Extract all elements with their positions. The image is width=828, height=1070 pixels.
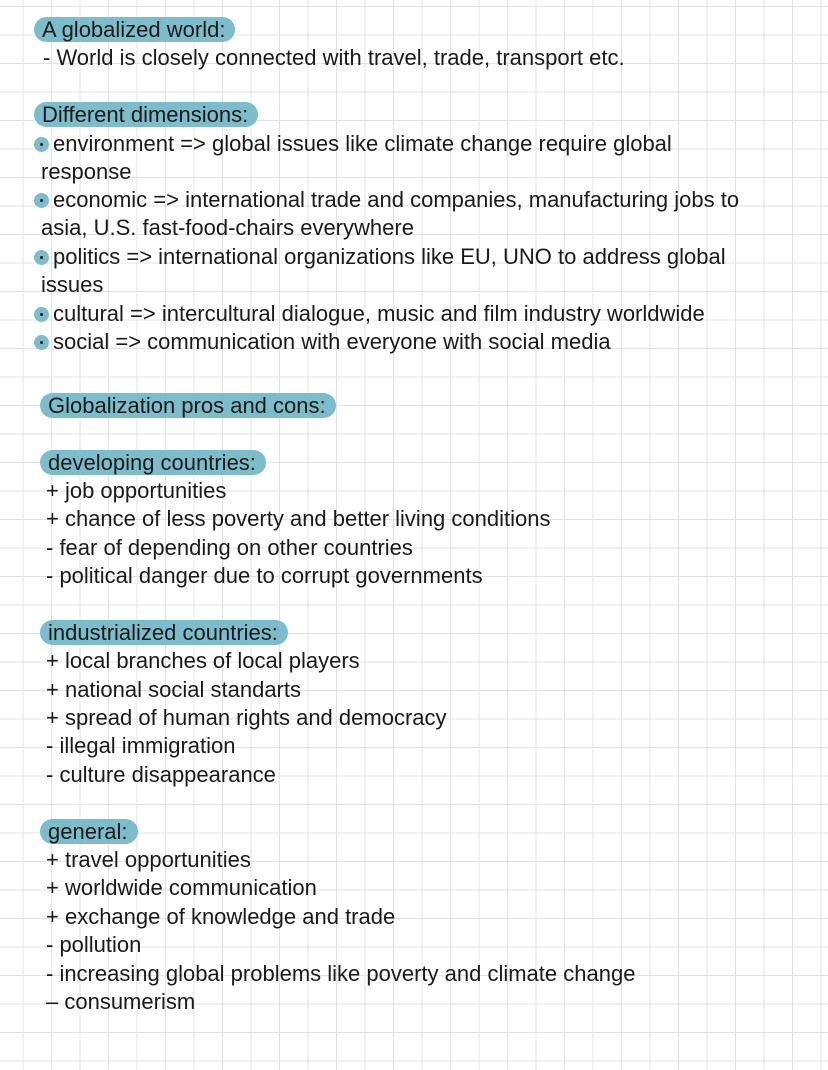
list-item: + chance of less poverty and better living conditions bbox=[46, 506, 551, 531]
highlight-marker: developing countries: bbox=[40, 450, 266, 475]
list-item: - increasing global problems like poverty and climate change bbox=[46, 961, 636, 986]
heading-developing-countries bbox=[46, 449, 266, 477]
list-item: - illegal immigration bbox=[46, 733, 236, 758]
highlight-marker: industrialized countries: bbox=[40, 620, 288, 645]
bullet-text: cultural => intercultural dialogue, music and film industry worldwide bbox=[53, 301, 705, 326]
bullet-text: economic => international trade and companies, manufacturing jobs to bbox=[53, 187, 740, 212]
highlight-marker: Globalization pros and cons: bbox=[40, 393, 336, 418]
bullet-politics bbox=[34, 243, 726, 271]
list-item: - fear of depending on other countries bbox=[46, 535, 413, 560]
bullet-continuation: response bbox=[41, 159, 132, 184]
heading-general bbox=[46, 818, 138, 846]
list-item: - political danger due to corrupt governments bbox=[46, 563, 483, 588]
list-item: + worldwide communication bbox=[46, 875, 317, 900]
list-item: + spread of human rights and democracy bbox=[46, 705, 447, 730]
heading-industrialized-countries bbox=[46, 619, 288, 647]
note-line: - World is closely connected with travel, trade, transport etc. bbox=[43, 45, 625, 70]
list-item: + exchange of knowledge and trade bbox=[46, 904, 396, 929]
list-item: + travel opportunities bbox=[46, 847, 251, 872]
heading-pros-and-cons bbox=[46, 392, 336, 420]
list-item: + local branches of local players bbox=[46, 648, 360, 673]
heading-globalized-world bbox=[40, 16, 235, 44]
highlight-marker: general: bbox=[40, 819, 138, 844]
list-item: - pollution bbox=[46, 932, 142, 957]
bullet-dot-icon bbox=[34, 307, 49, 322]
list-item: - culture disappearance bbox=[46, 762, 276, 787]
bullet-dot-icon bbox=[34, 193, 49, 208]
bullet-dot-icon bbox=[34, 335, 49, 350]
bullet-dot-icon bbox=[34, 250, 49, 265]
bullet-social bbox=[34, 328, 611, 356]
bullet-economic bbox=[34, 186, 739, 214]
heading-different-dimensions bbox=[40, 101, 258, 129]
bullet-continuation: asia, U.S. fast-food-chairs everywhere bbox=[41, 215, 414, 240]
list-item: + national social standarts bbox=[46, 677, 301, 702]
bullet-continuation: issues bbox=[41, 272, 104, 297]
bullet-text: social => communication with everyone with social media bbox=[53, 329, 611, 354]
list-item: + job opportunities bbox=[46, 478, 227, 503]
bullet-cultural bbox=[34, 300, 705, 328]
list-item: – consumerism bbox=[46, 989, 196, 1014]
highlight-marker: A globalized world: bbox=[34, 17, 235, 42]
bullet-text: politics => international organizations like EU, UNO to address global bbox=[53, 244, 726, 269]
bullet-text: environment => global issues like climate change require global bbox=[53, 131, 672, 156]
highlight-marker: Different dimensions: bbox=[34, 102, 258, 127]
bullet-dot-icon bbox=[34, 137, 49, 152]
bullet-environment bbox=[34, 130, 672, 158]
